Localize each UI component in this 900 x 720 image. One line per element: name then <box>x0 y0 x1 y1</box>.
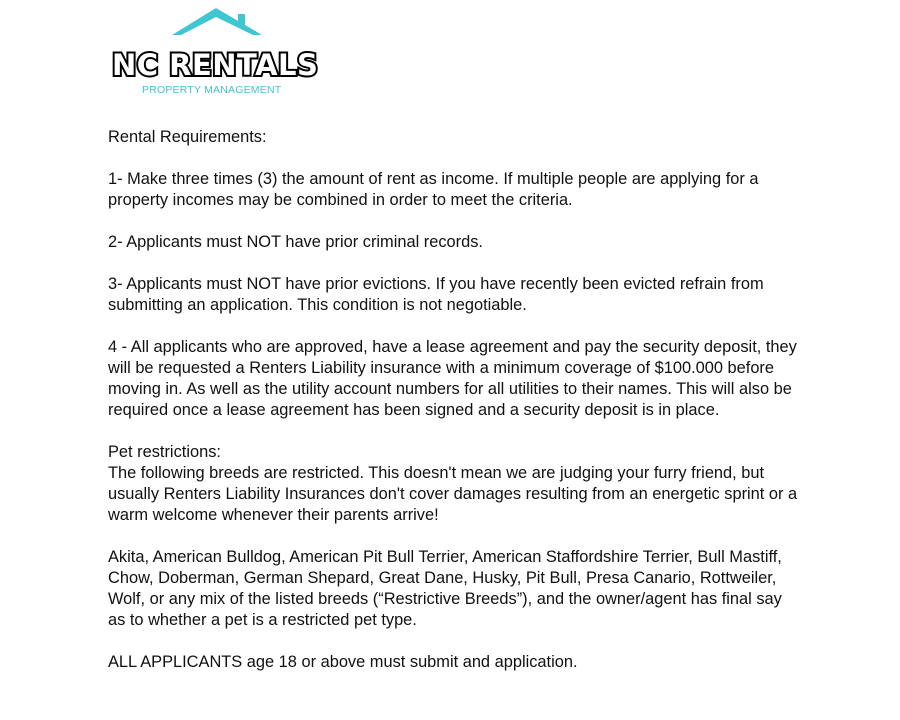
document-body <box>108 127 798 694</box>
requirement-1: 1- Make three times (3) the amount of rent as income. If multiple people are applying for a property incomes may be combined in order to meet the criteria. <box>108 170 759 209</box>
requirements-heading: Rental Requirements: <box>108 128 267 146</box>
logo-subtitle: PROPERTY MANAGEMENT <box>142 84 282 96</box>
requirement-3: 3- Applicants must NOT have prior evictions. If you have recently been evicted refrain from submitting an application. This condition is not negotiable. <box>108 275 764 314</box>
pet-restrictions-heading: Pet restrictions: <box>108 443 221 461</box>
requirement-4: 4 - All applicants who are approved, have a lease agreement and pay the security deposit, they will be requested a Renters Liability insurance with a minimum coverage of $100.000 before moving in. As well as the utility account numbers for all utilities to their names. This will also be required once a lease agreement has been signed and a security deposit is in place. <box>108 338 797 419</box>
pet-restrictions-intro: The following breeds are restricted. This doesn't mean we are judging your furry friend, but usually Renters Liability Insurances don't cover damages resulting from an energetic sprint or a warm welcome whenever their parents arrive! <box>108 464 798 524</box>
applicant-age-note: ALL APPLICANTS age 18 or above must submit and application. <box>108 653 578 671</box>
logo-brand-name: NC RENTALS <box>112 48 319 82</box>
restricted-breeds-list: Akita, American Bulldog, American Pit Bull Terrier, American Staffordshire Terrier, Bull Mastiff, Chow, Doberman, German Shepard, Great Dane, Husky, Pit Bull, Presa Canario, Rottweiler, Wolf, or any mix of the listed breeds (“Restrictive Breeds”), and the owner/agent has final say as to whether a pet is a restricted pet type. <box>108 548 782 629</box>
company-logo <box>112 4 322 96</box>
requirement-2: 2- Applicants must NOT have prior criminal records. <box>108 233 483 251</box>
